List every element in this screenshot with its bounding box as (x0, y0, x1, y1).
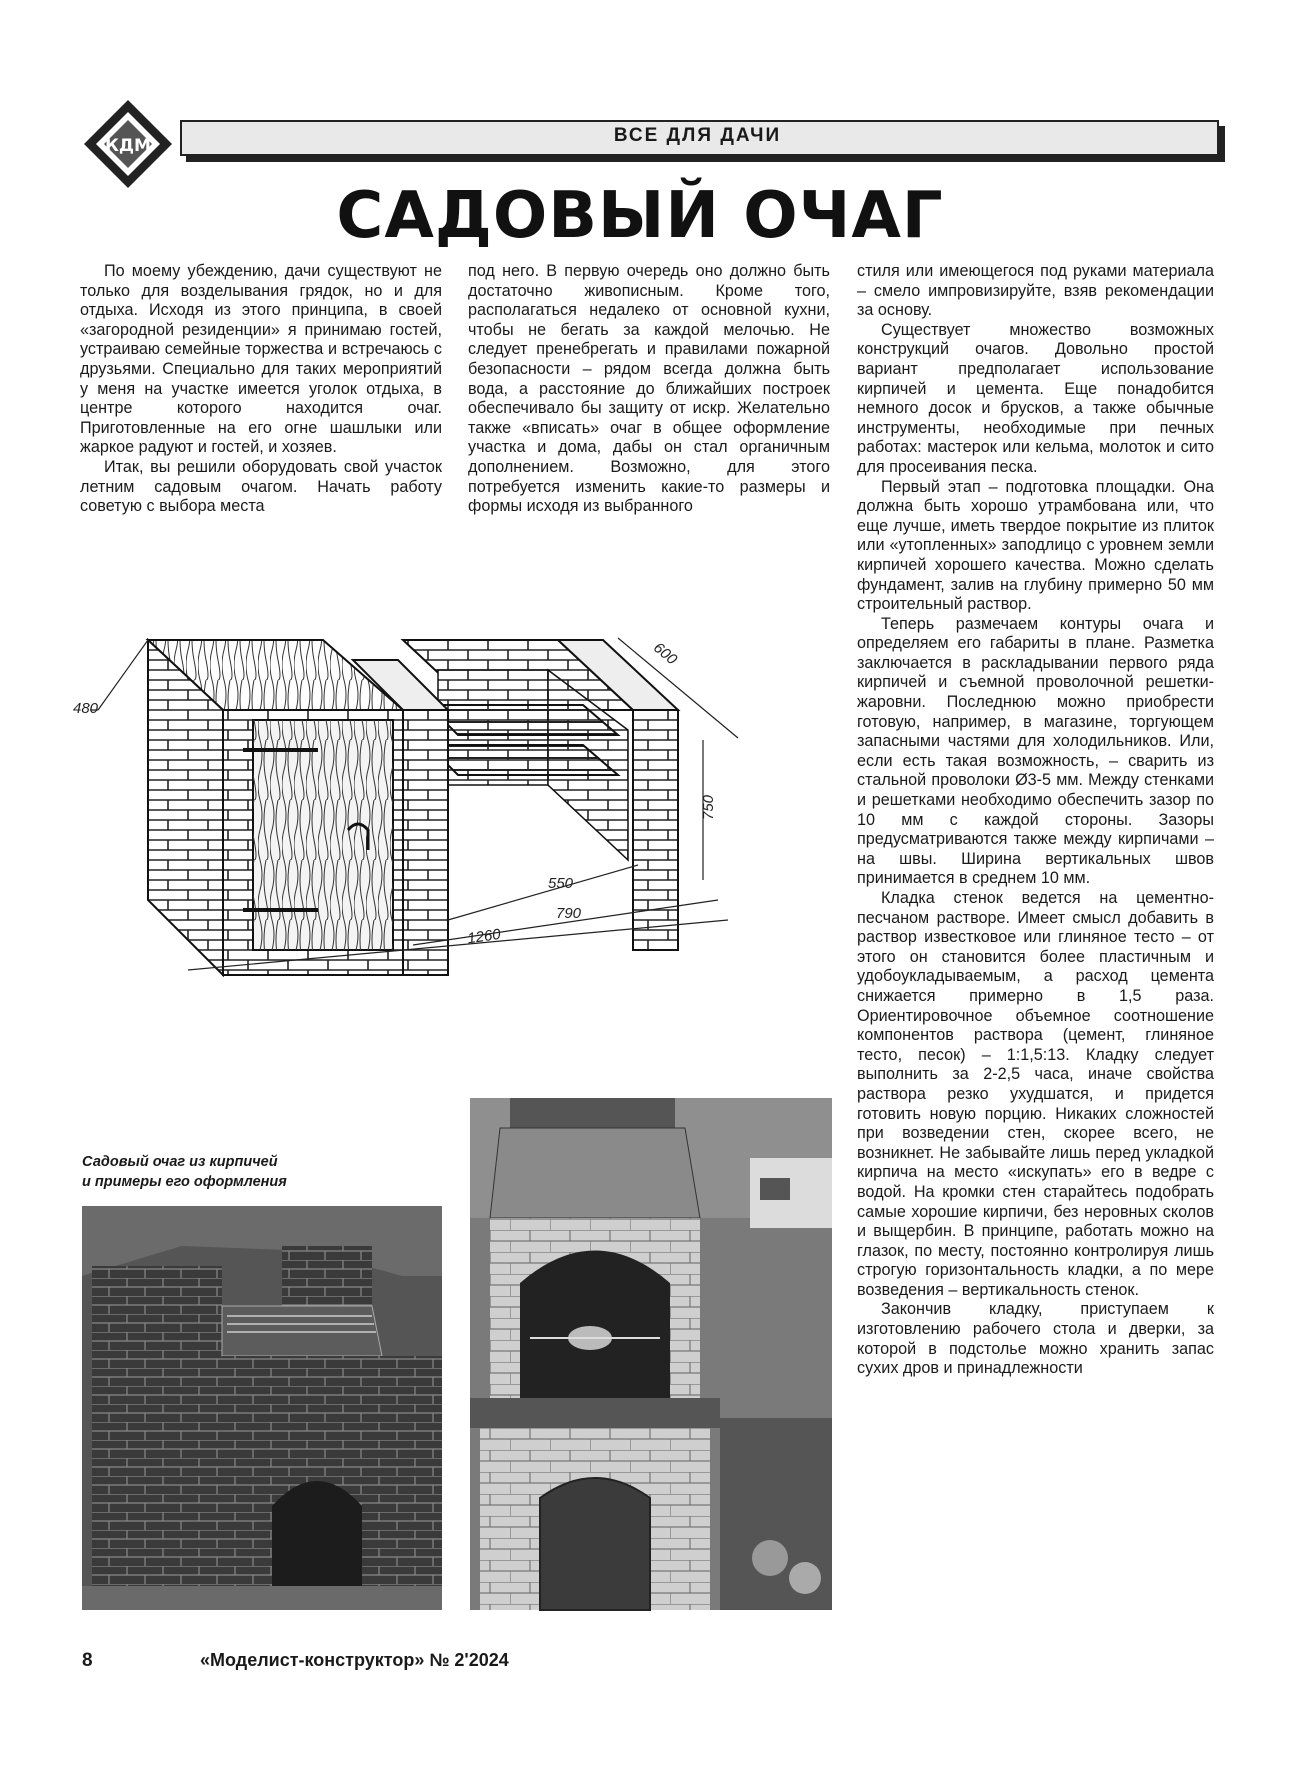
page-number: 8 (82, 1650, 93, 1671)
caption-line-1: Садовый очаг из кирпичей (82, 1154, 278, 1170)
journal-issue: «Моделист-конструктор» № 2'2024 (200, 1650, 509, 1670)
caption-line-2: и примеры его оформления (82, 1174, 287, 1190)
article-title: САДОВЫЙ ОЧАГ (336, 179, 944, 253)
dim-1260: 1260 (466, 925, 502, 948)
dim-480: 480 (73, 700, 99, 717)
paragraph: Кладка стенок ведется на цементно-песчаном растворе. Имеет смысл добавить в раствор известковое или глиняное тесто – от этого он становится более пластичным и удобоукладываемым, а расход цемента снижается примерно в 1,5 раза. Ориентировочное объемное соотношение компонентов раствора (цемент, глиняное тесто, песок) – 1:1,5:13. Кладку следует выполнить за 2-2,5 часа, иначе свойства раствора резко ухудшатся, и придется готовить новую порцию. Никаких сложностей при возведении стен, скорее всего, не возникнет. Не забывайте лишь перед укладкой кирпича на место «искупать» его в ведре с водой. На кромки стен старайтесь подобрать самые хорошие кирпичи, без неровных сколов и выщербин. В принципе, работать можно на глазок, по месту, постоянно контролируя лишь строгую горизонтальность кладки, а по мере возведения – вертикальность стенок. (857, 889, 1214, 1299)
paragraph: Существует множество возможных конструкций очагов. Довольно простой вариант предполагает использование кирпичей и цемента. Еще понадобится немного досок и брусков, а также обычные инструменты, необходимые при печных работах: мастерок или кельма, молоток и сито для просеивания песка. (857, 320, 1214, 476)
paragraph: По моему убеждению, дачи существуют не только для возделывания грядок, но и для отдыха. Исходя из этого принципа, в своей «загородной резиденции» я принимаю гостей, устраиваю семейные торжества и встречаюсь с друзьями. Специально для таких мероприятий у меня на участке имеется уголок отдыха, в центре которого находится очаг. Приготовленные на его огне шашлыки или жаркое радуют и гостей, и хозяев. (80, 262, 442, 457)
dim-790: 790 (556, 905, 582, 922)
paragraph: Закончив кладку, приступаем к изготовлению рабочего стола и дверки, за которой в подстолье можно хранить запас сухих дров и принадлежности (857, 1300, 1214, 1378)
paragraph: стиля или имеющегося под руками материала – смело импровизируйте, взяв рекомендации за основу. (857, 262, 1214, 320)
photo-brick-grill (82, 1206, 442, 1610)
photo-stone-hearth (470, 1098, 832, 1610)
dim-600: 600 (650, 639, 681, 669)
paragraph: Теперь размечаем контуры очага и определяем его габариты в плане. Разметка заключается в раскладывании первого ряда кирпичей и съемной проволочной решетки-жаровни. Последнюю можно приобрести готовую, например, в магазине, торгующем запасными частями для холодильников. Или, если есть такая возможность, – сварить из стальной проволоки Ø3-5 мм. Между стенками и решетками необходимо обеспечить зазор по 10 мм с каждой стороны. Зазоры предусматриваются также между кирпичами – на швы. Ширина вертикальных швов принимается в среднем 10 мм. (857, 614, 1214, 888)
text-column-3 (857, 262, 1214, 1379)
text-column-1 (80, 262, 442, 517)
magazine-logo (82, 98, 174, 190)
hearth-drawing (73, 620, 838, 1090)
paragraph: под него. В первую очередь оно должно быть достаточно живописным. Кроме того, располагаться недалеко от основной кухни, чтобы не бегать за каждой мелочью. Не следует пренебрегать и правилами пожарной безопасности – рядом всегда должна быть вода, а расстояние до ближайших построек обеспечивало бы защиту от искр. Желательно также «вписать» очаг в общее оформление участка и дома, дабы он стал органичным дополнением. Возможно, для этого потребуется изменить какие-то размеры и формы исходя из выбранного (468, 262, 830, 516)
figure-caption (82, 1152, 332, 1192)
rubric-label: ВСЕ ДЛЯ ДАЧИ (613, 125, 782, 146)
text-column-2 (468, 262, 830, 517)
dim-750: 750 (700, 794, 717, 820)
dim-550: 550 (548, 875, 574, 892)
paragraph: Итак, вы решили оборудовать свой участок летним садовым очагом. Начать работу советую с выбора места (80, 457, 442, 516)
logo-text: КДМ (105, 136, 151, 156)
paragraph: Первый этап – подготовка площадки. Она должна быть хорошо утрамбована или, что еще лучше, иметь твердое покрытие из плиток или «утопленных» заподлицо с уровнем земли кирпичей хорошего качества. Можно сделать фундамент, залив на глубину примерно 50 мм строительный раствор. (857, 477, 1214, 614)
